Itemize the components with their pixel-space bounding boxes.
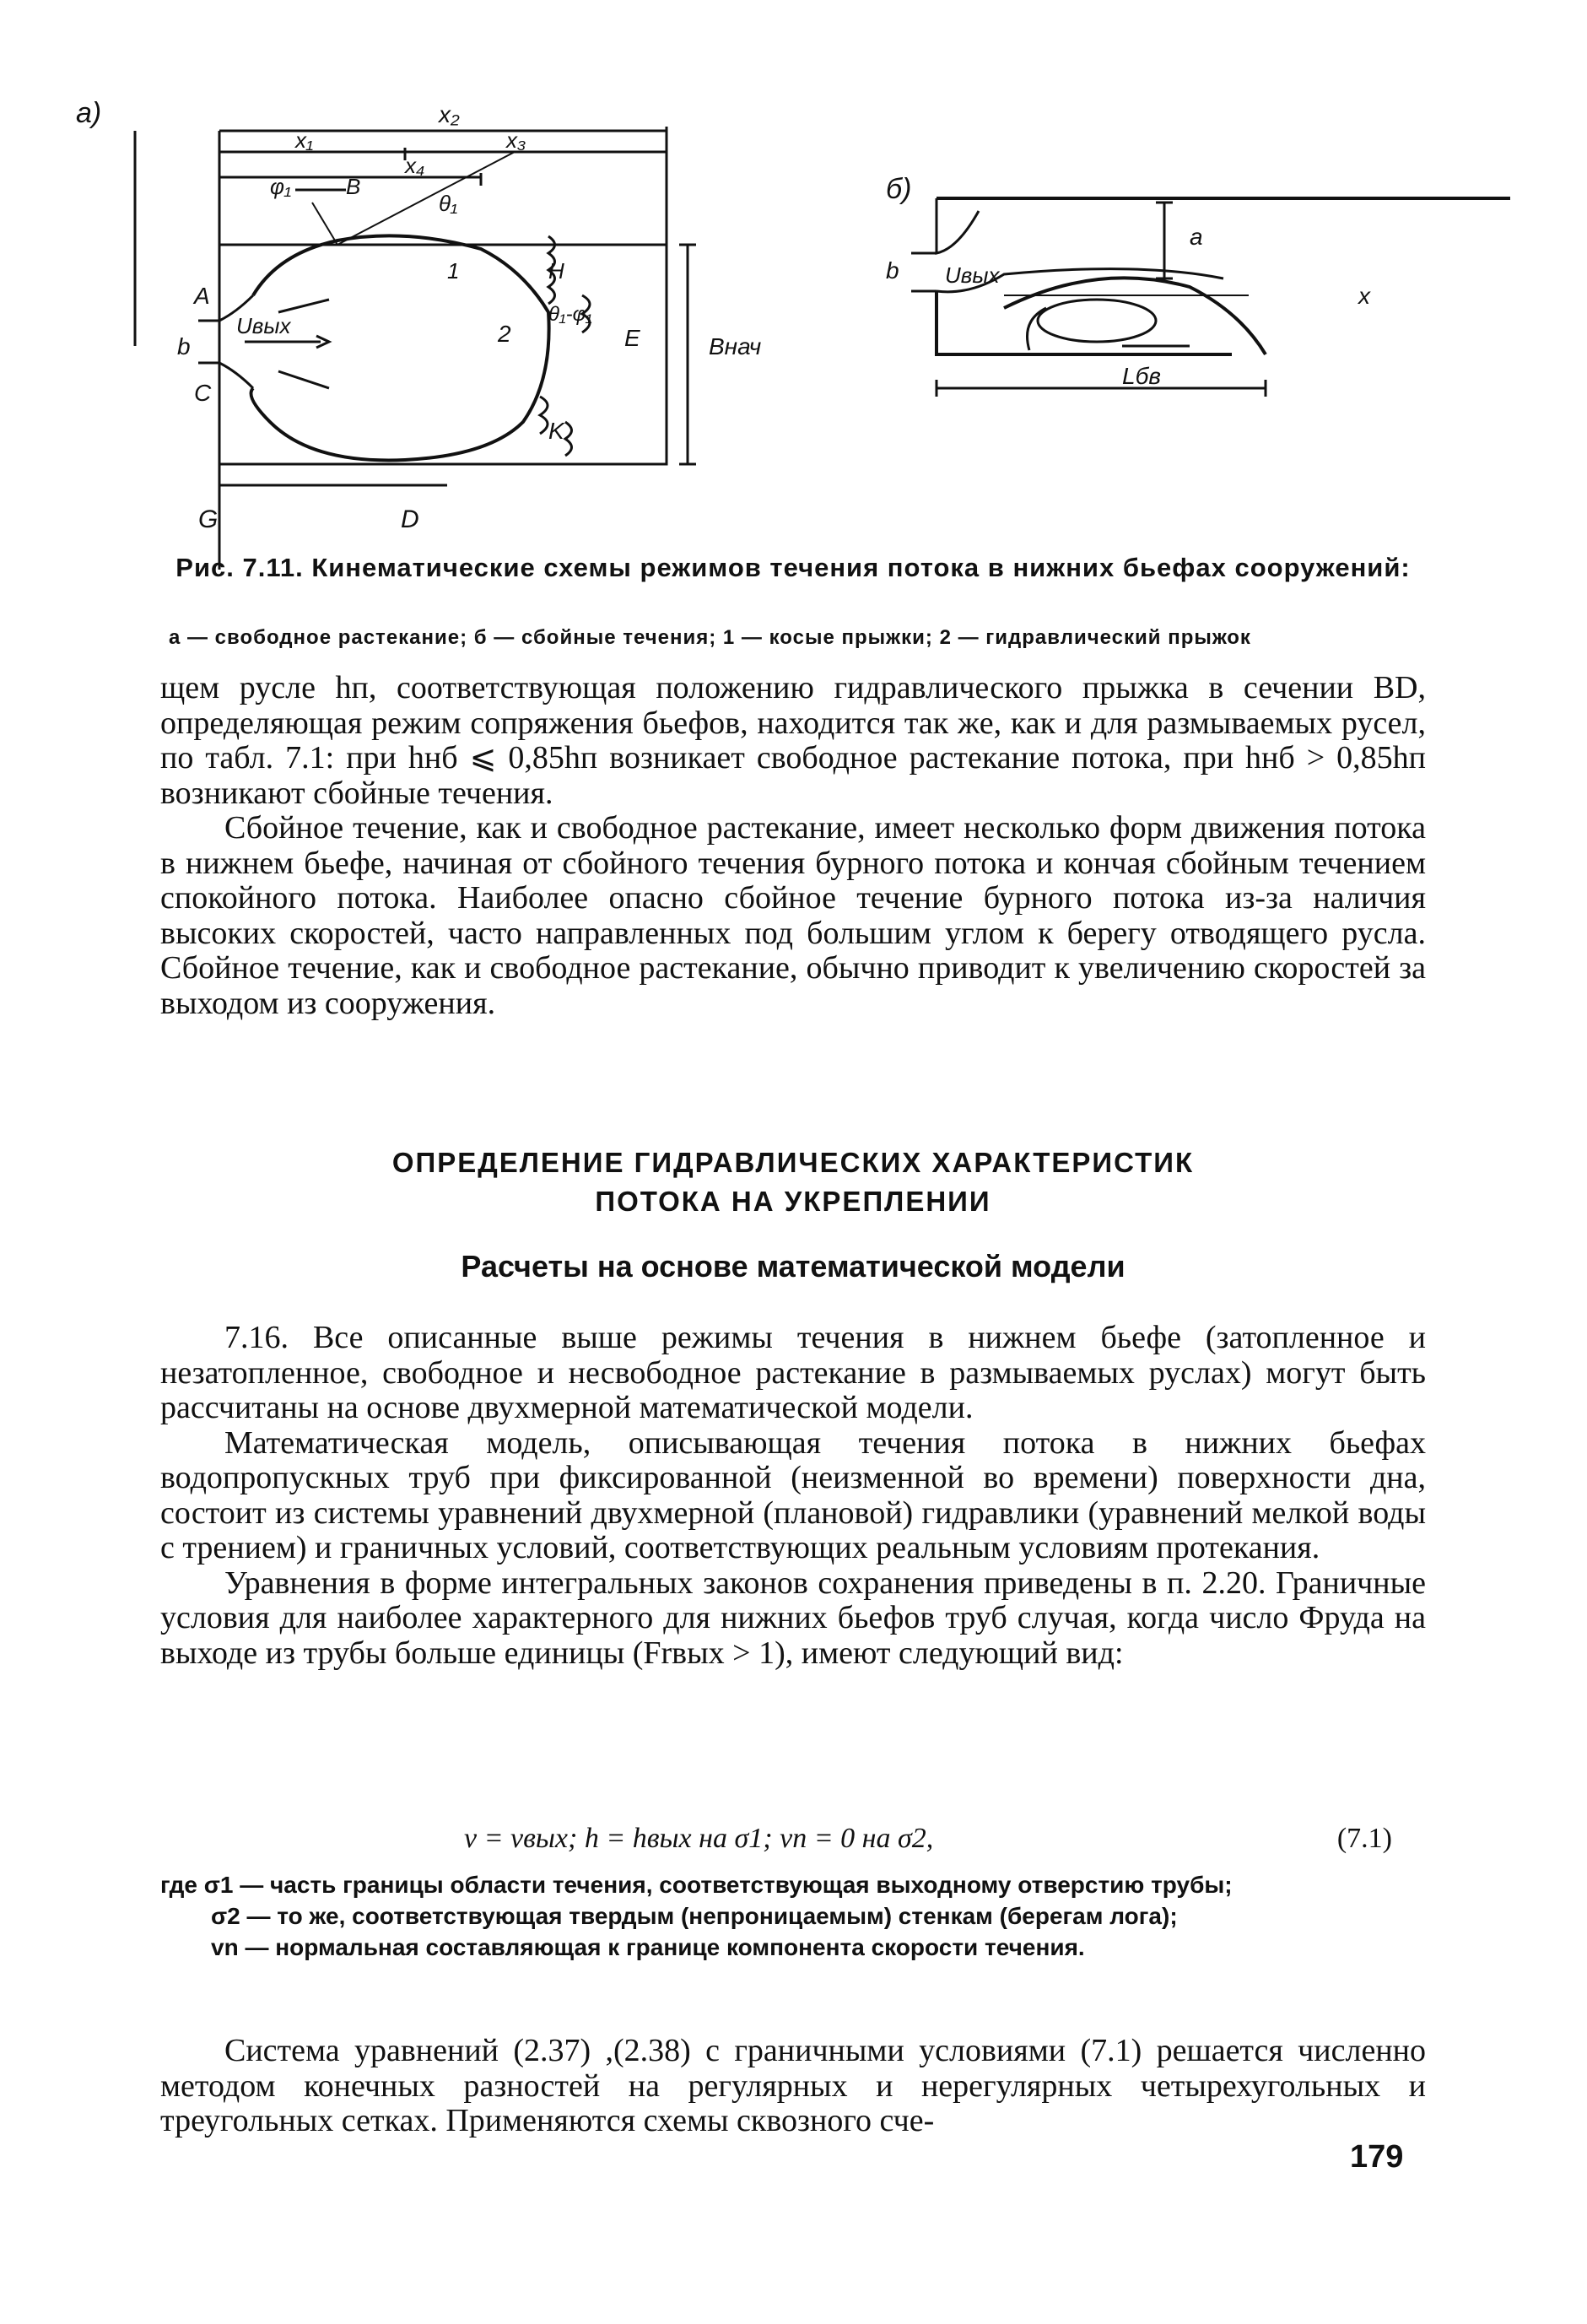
definition: — то же, соответствующая твердым (непроницаемым) стенкам (берегам лога);	[246, 1903, 1178, 1929]
svg-text:θ₁: θ₁	[439, 191, 458, 216]
svg-text:B: B	[346, 174, 361, 199]
formula-number: (7.1)	[1336, 1823, 1392, 1854]
paragraph: Математическая модель, описывающая течения потока в нижних бьефах водопропускных труб при фиксированной (неизменной во времени) поверхности дна, состоит из системы уравнений двухмерной (плановой) гидравлики (уравнений мелкой воды с трением) и граничных условий, соответствующих реальным условиям протекания.	[160, 1424, 1426, 1565]
svg-text:K: K	[548, 418, 564, 444]
page-number: 179	[1350, 2139, 1404, 2175]
svg-text:θ₁-φ₁: θ₁-φ₁	[548, 303, 592, 326]
text-block-bottom	[160, 2034, 1426, 2139]
section-heading-line1: ОПРЕДЕЛЕНИЕ ГИДРАВЛИЧЕСКИХ ХАРАКТЕРИСТИК	[391, 1147, 1195, 1178]
svg-text:x₄: x₄	[405, 153, 425, 178]
svg-text:E: E	[624, 325, 640, 351]
svg-text:x₃: x₃	[506, 127, 526, 153]
formula-expression: v = vвых; h = hвых на σ1; vn = 0 на σ2,	[464, 1823, 934, 1854]
paragraph: 7.16. Все описанные выше режимы течения в нижнем бьефе (затопленное и незатопленное, свободное и несвободное растекание в размываемых руслах) могут быть рассчитаны на основе двухмерной математической модели.	[160, 1320, 1426, 1425]
definition: — часть границы области течения, соответствующая выходному отверстию трубы;	[240, 1872, 1233, 1898]
paragraph: Уравнения в форме интегральных законов сохранения приведены в п. 2.20. Граничные условия для наиболее характерного для нижних бьефов труб случая, когда число Фруда на выходе из трубы больше единицы (Frвых > 1), имеют следующий вид:	[160, 1565, 1426, 1671]
svg-text:Lбв: Lбв	[1122, 363, 1161, 389]
figure-legend: а — свободное растекание; б — сбойные течения; 1 — косые прыжки; 2 — гидравлический прыжок	[169, 626, 1251, 649]
paragraph: щем русле hп, соответствующая положению гидравлического прыжка в сечении BD, определяющая режим сопряжения бьефов, находится так же, как и для размываемых русел, по табл. 7.1: при hнб ⩽ 0,85hп возникает свободное растекание потока, при hнб > 0,85hп возникают сбойные течения.	[160, 670, 1426, 811]
svg-text:H: H	[548, 258, 564, 284]
svg-text:x₁: x₁	[295, 127, 314, 153]
svg-text:1: 1	[447, 258, 460, 284]
svg-text:φ₁: φ₁	[270, 174, 292, 199]
text-block-top	[160, 671, 1426, 1021]
symbol: σ2	[211, 1903, 240, 1929]
svg-text:A: A	[194, 283, 210, 309]
svg-text:Uвых: Uвых	[945, 262, 1000, 288]
svg-text:D: D	[401, 505, 419, 533]
svg-text:C: C	[194, 380, 212, 406]
subsection-heading: Расчеты на основе математической модели	[461, 1249, 1125, 1284]
figure-caption: Рис. 7.11. Кинематические схемы режимов течения потока в нижних бьефах сооружений:	[175, 553, 1411, 582]
definition: — нормальная составляющая к границе компонента скорости течения.	[245, 1934, 1085, 1960]
svg-text:x₂: x₂	[439, 101, 460, 127]
svg-text:Uвых: Uвых	[236, 313, 291, 338]
svg-text:x: x	[1358, 283, 1370, 309]
definition-row	[160, 1869, 1426, 1900]
text-block-mid	[160, 1321, 1426, 1671]
svg-text:G: G	[198, 505, 219, 533]
svg-text:2: 2	[498, 321, 511, 347]
svg-text:b: b	[886, 257, 899, 284]
svg-text:b: b	[177, 333, 191, 359]
symbol: vn	[211, 1934, 239, 1960]
figure-7-11	[76, 97, 1443, 540]
section-heading-line2: ПОТОКА НА УКРЕПЛЕНИИ	[595, 1186, 991, 1217]
part-b-label: б)	[886, 173, 912, 205]
symbol: σ1	[203, 1872, 234, 1898]
definition-row	[160, 1932, 1426, 1963]
part-a-label: а)	[76, 97, 102, 129]
where-label: где	[160, 1872, 197, 1898]
svg-text:Bнач: Bнач	[709, 333, 762, 359]
svg-text:a: a	[1190, 224, 1203, 250]
paragraph: Система уравнений (2.37) ,(2.38) с граничными условиями (7.1) решается численно методом конечных разностей на регулярных и нерегулярных четырехугольных и треугольных сетках. Применяются схемы сквозного сче-	[160, 2033, 1426, 2138]
definition-row	[160, 1900, 1426, 1932]
figure-drawing	[76, 97, 1443, 540]
section-heading	[160, 1143, 1426, 1221]
paragraph: Сбойное течение, как и свободное растекание, имеет несколько форм движения потока в нижнем бьефе, начиная от сбойного течения бурного потока и кончая сбойным течением спокойного потока. Наиболее опасно сбойное течение бурного потока из-за наличия высоких скоростей, часто направленных под большим углом к берегу отводящего русла. Сбойное течение, как и свободное растекание, обычно приводит к увеличению скоростей за выходом из сооружения.	[160, 810, 1426, 1021]
symbol-definitions	[160, 1869, 1426, 1963]
